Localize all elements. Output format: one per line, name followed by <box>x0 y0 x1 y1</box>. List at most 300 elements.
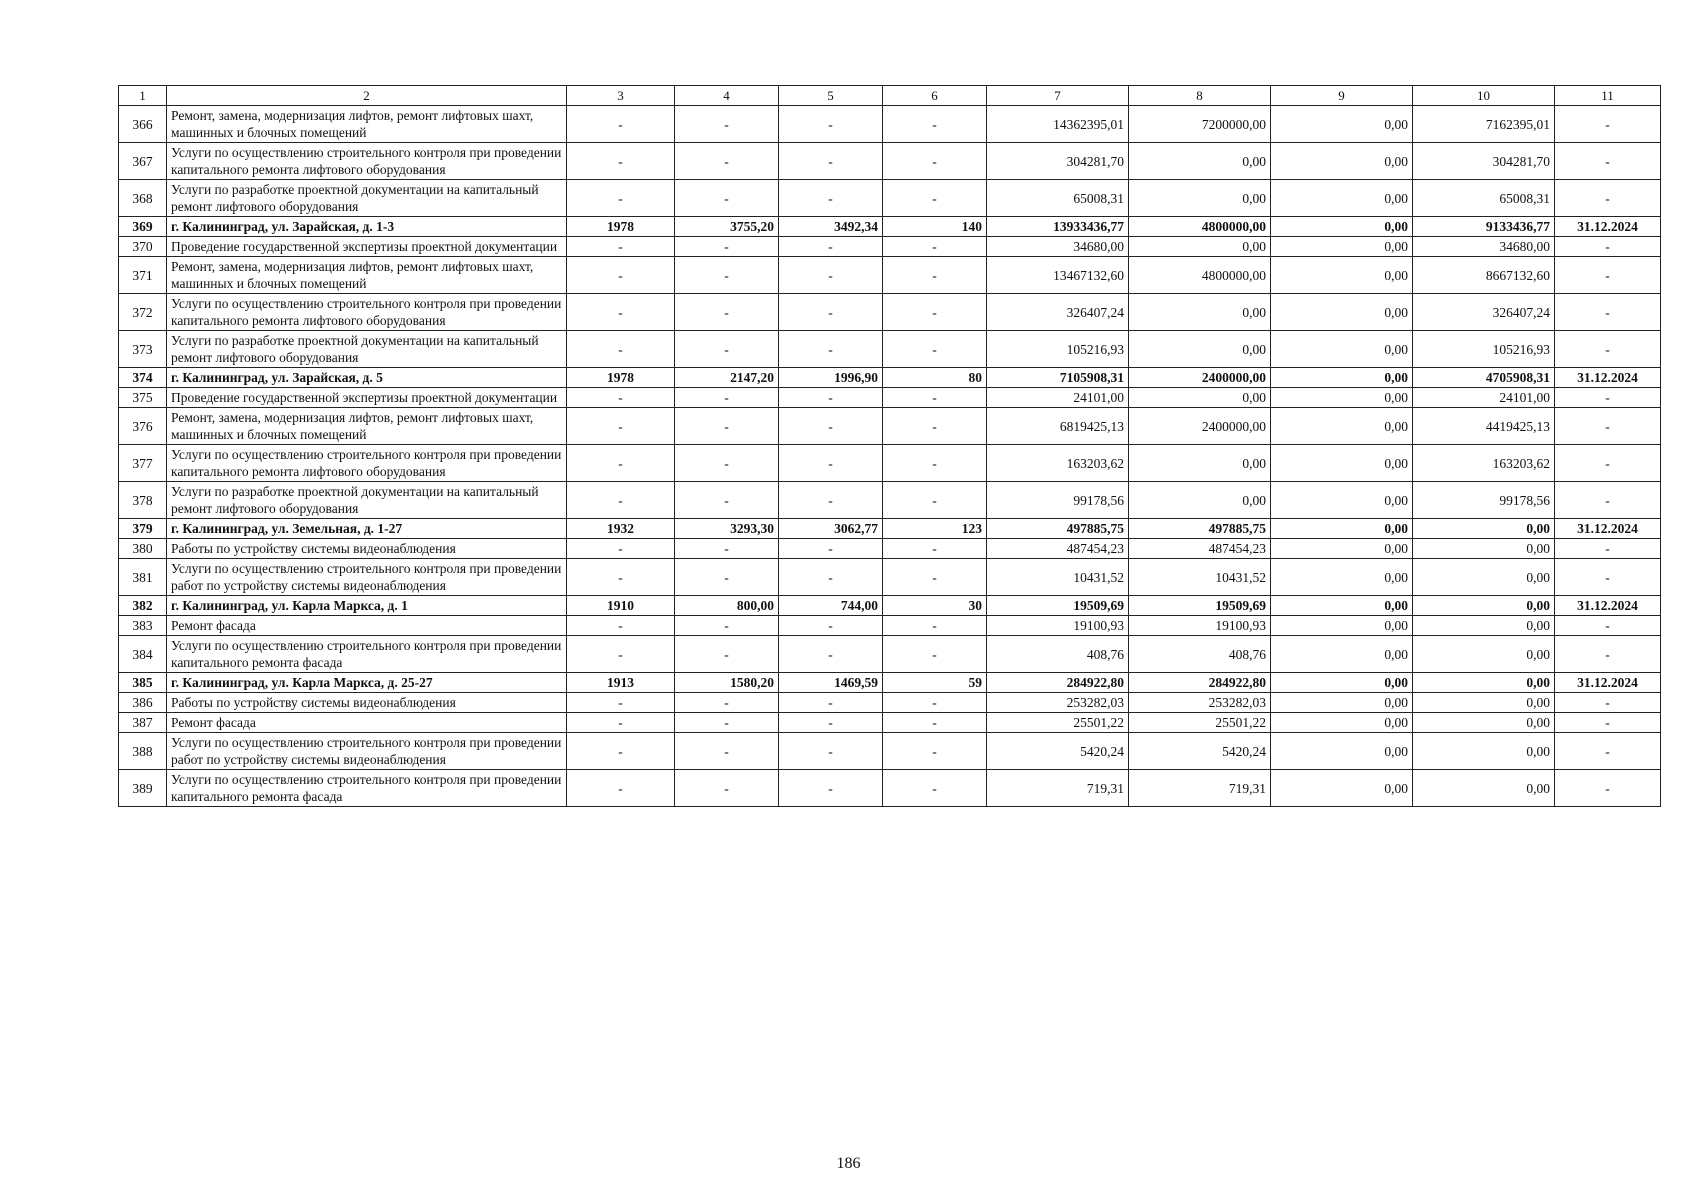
col9-cell: 0,00 <box>1271 237 1413 257</box>
column-number: 6 <box>883 86 987 106</box>
col4-cell: - <box>675 559 779 596</box>
col6-cell: - <box>883 636 987 673</box>
col3-cell: - <box>567 539 675 559</box>
col8-cell: 4800000,00 <box>1129 257 1271 294</box>
col11-cell: - <box>1555 713 1661 733</box>
column-number: 8 <box>1129 86 1271 106</box>
col10-cell: 34680,00 <box>1413 237 1555 257</box>
table-row <box>119 559 1661 596</box>
col9-cell: 0,00 <box>1271 257 1413 294</box>
col8-cell: 25501,22 <box>1129 713 1271 733</box>
table-row <box>119 693 1661 713</box>
col10-cell: 24101,00 <box>1413 388 1555 408</box>
col11-cell: - <box>1555 237 1661 257</box>
col6-cell: - <box>883 180 987 217</box>
col8-cell: 0,00 <box>1129 143 1271 180</box>
table-row <box>119 408 1661 445</box>
row-number-cell: 374 <box>119 368 167 388</box>
col6-cell: - <box>883 559 987 596</box>
col7-cell: 99178,56 <box>987 482 1129 519</box>
col4-cell: - <box>675 388 779 408</box>
work-name-cell: Ремонт, замена, модернизация лифтов, ремонт лифтовых шахт, машинных и блочных помещений <box>167 257 567 294</box>
col8-cell: 0,00 <box>1129 388 1271 408</box>
col8-cell: 487454,23 <box>1129 539 1271 559</box>
col7-cell: 13933436,77 <box>987 217 1129 237</box>
row-number-cell: 388 <box>119 733 167 770</box>
col9-cell: 0,00 <box>1271 770 1413 807</box>
col5-cell: - <box>779 331 883 368</box>
col9-cell: 0,00 <box>1271 636 1413 673</box>
work-name-cell: Услуги по осуществлению строительного контроля при проведении капитального ремонта лифтового оборудования <box>167 445 567 482</box>
work-name-cell: Ремонт фасада <box>167 713 567 733</box>
col6-cell: - <box>883 388 987 408</box>
col3-cell: - <box>567 636 675 673</box>
row-number-cell: 367 <box>119 143 167 180</box>
work-name-cell: Проведение государственной экспертизы проектной документации <box>167 388 567 408</box>
row-number-cell: 379 <box>119 519 167 539</box>
col6-cell: - <box>883 408 987 445</box>
col4-cell: - <box>675 733 779 770</box>
col9-cell: 0,00 <box>1271 388 1413 408</box>
row-number-cell: 385 <box>119 673 167 693</box>
col7-cell: 24101,00 <box>987 388 1129 408</box>
col11-cell: - <box>1555 559 1661 596</box>
work-name-cell: Ремонт, замена, модернизация лифтов, ремонт лифтовых шахт, машинных и блочных помещений <box>167 106 567 143</box>
col7-cell: 487454,23 <box>987 539 1129 559</box>
table-row <box>119 368 1661 388</box>
table-row <box>119 180 1661 217</box>
col5-cell: - <box>779 482 883 519</box>
repair-plan-table <box>118 85 1661 807</box>
col9-cell: 0,00 <box>1271 539 1413 559</box>
col9-cell: 0,00 <box>1271 368 1413 388</box>
col3-cell: - <box>567 693 675 713</box>
col7-cell: 10431,52 <box>987 559 1129 596</box>
col5-cell: - <box>779 636 883 673</box>
col10-cell: 0,00 <box>1413 713 1555 733</box>
row-number-cell: 371 <box>119 257 167 294</box>
col8-cell: 284922,80 <box>1129 673 1271 693</box>
col11-cell: - <box>1555 106 1661 143</box>
col6-cell: - <box>883 445 987 482</box>
col10-cell: 4419425,13 <box>1413 408 1555 445</box>
col11-cell: - <box>1555 539 1661 559</box>
row-number-cell: 373 <box>119 331 167 368</box>
col6-cell: 123 <box>883 519 987 539</box>
table-row <box>119 237 1661 257</box>
row-number-cell: 369 <box>119 217 167 237</box>
col11-cell: - <box>1555 408 1661 445</box>
table-row <box>119 616 1661 636</box>
col4-cell: - <box>675 331 779 368</box>
col6-cell: 59 <box>883 673 987 693</box>
work-name-cell: г. Калининград, ул. Земельная, д. 1-27 <box>167 519 567 539</box>
col10-cell: 0,00 <box>1413 636 1555 673</box>
col4-cell: - <box>675 616 779 636</box>
column-number: 9 <box>1271 86 1413 106</box>
column-number-row <box>119 86 1661 106</box>
col9-cell: 0,00 <box>1271 180 1413 217</box>
column-number: 3 <box>567 86 675 106</box>
col4-cell: 800,00 <box>675 596 779 616</box>
col7-cell: 6819425,13 <box>987 408 1129 445</box>
col9-cell: 0,00 <box>1271 616 1413 636</box>
col6-cell: - <box>883 482 987 519</box>
col5-cell: 3492,34 <box>779 217 883 237</box>
col5-cell: - <box>779 106 883 143</box>
col8-cell: 408,76 <box>1129 636 1271 673</box>
col8-cell: 2400000,00 <box>1129 408 1271 445</box>
col10-cell: 0,00 <box>1413 673 1555 693</box>
row-number-cell: 381 <box>119 559 167 596</box>
work-name-cell: Ремонт, замена, модернизация лифтов, ремонт лифтовых шахт, машинных и блочных помещений <box>167 408 567 445</box>
col11-cell: 31.12.2024 <box>1555 673 1661 693</box>
col3-cell: 1910 <box>567 596 675 616</box>
table-row <box>119 143 1661 180</box>
col4-cell: 2147,20 <box>675 368 779 388</box>
col9-cell: 0,00 <box>1271 143 1413 180</box>
col4-cell: - <box>675 180 779 217</box>
col10-cell: 7162395,01 <box>1413 106 1555 143</box>
page-number: 186 <box>836 1155 861 1172</box>
col5-cell: 3062,77 <box>779 519 883 539</box>
work-name-cell: Услуги по осуществлению строительного контроля при проведении работ по устройству системы видеонаблюдения <box>167 733 567 770</box>
row-number-cell: 382 <box>119 596 167 616</box>
table-row <box>119 388 1661 408</box>
col8-cell: 5420,24 <box>1129 733 1271 770</box>
work-name-cell: Услуги по осуществлению строительного контроля при проведении капитального ремонта фасада <box>167 636 567 673</box>
col7-cell: 25501,22 <box>987 713 1129 733</box>
col11-cell: 31.12.2024 <box>1555 368 1661 388</box>
table-body <box>119 86 1661 807</box>
row-number-cell: 375 <box>119 388 167 408</box>
col11-cell: 31.12.2024 <box>1555 217 1661 237</box>
col8-cell: 719,31 <box>1129 770 1271 807</box>
document-table-container <box>118 85 1660 807</box>
row-number-cell: 380 <box>119 539 167 559</box>
col3-cell: 1978 <box>567 217 675 237</box>
col7-cell: 304281,70 <box>987 143 1129 180</box>
col6-cell: - <box>883 539 987 559</box>
col11-cell: - <box>1555 388 1661 408</box>
col3-cell: 1932 <box>567 519 675 539</box>
col6-cell: 140 <box>883 217 987 237</box>
row-number-cell: 370 <box>119 237 167 257</box>
col3-cell: 1913 <box>567 673 675 693</box>
col10-cell: 99178,56 <box>1413 482 1555 519</box>
work-name-cell: Услуги по разработке проектной документации на капитальный ремонт лифтового оборудования <box>167 482 567 519</box>
table-row <box>119 539 1661 559</box>
col11-cell: - <box>1555 636 1661 673</box>
col6-cell: - <box>883 106 987 143</box>
col6-cell: 30 <box>883 596 987 616</box>
row-number-cell: 378 <box>119 482 167 519</box>
col6-cell: - <box>883 294 987 331</box>
col10-cell: 0,00 <box>1413 733 1555 770</box>
col11-cell: 31.12.2024 <box>1555 596 1661 616</box>
col6-cell: - <box>883 733 987 770</box>
col8-cell: 0,00 <box>1129 180 1271 217</box>
col7-cell: 253282,03 <box>987 693 1129 713</box>
column-number: 1 <box>119 86 167 106</box>
col5-cell: - <box>779 559 883 596</box>
work-name-cell: Услуги по осуществлению строительного контроля при проведении капитального ремонта лифтового оборудования <box>167 143 567 180</box>
row-number-cell: 383 <box>119 616 167 636</box>
col8-cell: 0,00 <box>1129 482 1271 519</box>
col4-cell: - <box>675 713 779 733</box>
col6-cell: - <box>883 693 987 713</box>
col11-cell: 31.12.2024 <box>1555 519 1661 539</box>
col4-cell: - <box>675 294 779 331</box>
col4-cell: 3293,30 <box>675 519 779 539</box>
col7-cell: 408,76 <box>987 636 1129 673</box>
col10-cell: 0,00 <box>1413 616 1555 636</box>
table-row <box>119 445 1661 482</box>
col8-cell: 7200000,00 <box>1129 106 1271 143</box>
work-name-cell: г. Калининград, ул. Карла Маркса, д. 25-27 <box>167 673 567 693</box>
col6-cell: - <box>883 257 987 294</box>
col5-cell: - <box>779 294 883 331</box>
work-name-cell: Услуги по разработке проектной документации на капитальный ремонт лифтового оборудования <box>167 331 567 368</box>
column-number: 4 <box>675 86 779 106</box>
col9-cell: 0,00 <box>1271 294 1413 331</box>
col10-cell: 9133436,77 <box>1413 217 1555 237</box>
col11-cell: - <box>1555 733 1661 770</box>
table-row <box>119 770 1661 807</box>
row-number-cell: 372 <box>119 294 167 331</box>
col5-cell: - <box>779 257 883 294</box>
col5-cell: 744,00 <box>779 596 883 616</box>
work-name-cell: Услуги по разработке проектной документации на капитальный ремонт лифтового оборудования <box>167 180 567 217</box>
col3-cell: - <box>567 733 675 770</box>
col10-cell: 0,00 <box>1413 596 1555 616</box>
table-row <box>119 733 1661 770</box>
table-row <box>119 519 1661 539</box>
work-name-cell: Услуги по осуществлению строительного контроля при проведении капитального ремонта лифтового оборудования <box>167 294 567 331</box>
col10-cell: 0,00 <box>1413 519 1555 539</box>
col11-cell: - <box>1555 143 1661 180</box>
work-name-cell: Ремонт фасада <box>167 616 567 636</box>
col10-cell: 105216,93 <box>1413 331 1555 368</box>
col9-cell: 0,00 <box>1271 713 1413 733</box>
col11-cell: - <box>1555 331 1661 368</box>
col4-cell: - <box>675 237 779 257</box>
col9-cell: 0,00 <box>1271 673 1413 693</box>
col9-cell: 0,00 <box>1271 217 1413 237</box>
col9-cell: 0,00 <box>1271 408 1413 445</box>
col3-cell: - <box>567 388 675 408</box>
col4-cell: - <box>675 636 779 673</box>
col4-cell: 1580,20 <box>675 673 779 693</box>
col9-cell: 0,00 <box>1271 596 1413 616</box>
col7-cell: 19100,93 <box>987 616 1129 636</box>
work-name-cell: Работы по устройству системы видеонаблюдения <box>167 539 567 559</box>
col10-cell: 0,00 <box>1413 559 1555 596</box>
col8-cell: 253282,03 <box>1129 693 1271 713</box>
row-number-cell: 384 <box>119 636 167 673</box>
col5-cell: - <box>779 143 883 180</box>
col7-cell: 34680,00 <box>987 237 1129 257</box>
col3-cell: - <box>567 106 675 143</box>
table-row <box>119 217 1661 237</box>
col5-cell: 1996,90 <box>779 368 883 388</box>
col6-cell: - <box>883 237 987 257</box>
col3-cell: - <box>567 559 675 596</box>
column-number: 5 <box>779 86 883 106</box>
col5-cell: - <box>779 445 883 482</box>
col8-cell: 19100,93 <box>1129 616 1271 636</box>
col7-cell: 497885,75 <box>987 519 1129 539</box>
col9-cell: 0,00 <box>1271 482 1413 519</box>
work-name-cell: г. Калининград, ул. Карла Маркса, д. 1 <box>167 596 567 616</box>
col8-cell: 497885,75 <box>1129 519 1271 539</box>
col7-cell: 19509,69 <box>987 596 1129 616</box>
column-number: 7 <box>987 86 1129 106</box>
col5-cell: - <box>779 733 883 770</box>
col11-cell: - <box>1555 294 1661 331</box>
col10-cell: 8667132,60 <box>1413 257 1555 294</box>
col5-cell: - <box>779 388 883 408</box>
col7-cell: 65008,31 <box>987 180 1129 217</box>
col5-cell: 1469,59 <box>779 673 883 693</box>
col4-cell: - <box>675 693 779 713</box>
col5-cell: - <box>779 408 883 445</box>
work-name-cell: г. Калининград, ул. Зарайская, д. 1-3 <box>167 217 567 237</box>
col11-cell: - <box>1555 445 1661 482</box>
col3-cell: - <box>567 713 675 733</box>
table-row <box>119 294 1661 331</box>
col3-cell: - <box>567 294 675 331</box>
col8-cell: 4800000,00 <box>1129 217 1271 237</box>
col4-cell: - <box>675 143 779 180</box>
col6-cell: - <box>883 331 987 368</box>
table-row <box>119 636 1661 673</box>
col5-cell: - <box>779 693 883 713</box>
col10-cell: 326407,24 <box>1413 294 1555 331</box>
col5-cell: - <box>779 713 883 733</box>
col11-cell: - <box>1555 616 1661 636</box>
table-row <box>119 106 1661 143</box>
col3-cell: - <box>567 257 675 294</box>
table-row <box>119 257 1661 294</box>
col11-cell: - <box>1555 482 1661 519</box>
col7-cell: 13467132,60 <box>987 257 1129 294</box>
col8-cell: 0,00 <box>1129 237 1271 257</box>
col10-cell: 65008,31 <box>1413 180 1555 217</box>
col4-cell: - <box>675 770 779 807</box>
col3-cell: - <box>567 237 675 257</box>
col4-cell: 3755,20 <box>675 217 779 237</box>
col8-cell: 0,00 <box>1129 331 1271 368</box>
row-number-cell: 366 <box>119 106 167 143</box>
col6-cell: - <box>883 616 987 636</box>
col9-cell: 0,00 <box>1271 733 1413 770</box>
col8-cell: 2400000,00 <box>1129 368 1271 388</box>
col3-cell: - <box>567 331 675 368</box>
col3-cell: - <box>567 770 675 807</box>
col8-cell: 0,00 <box>1129 445 1271 482</box>
col3-cell: - <box>567 143 675 180</box>
col4-cell: - <box>675 539 779 559</box>
col6-cell: 80 <box>883 368 987 388</box>
work-name-cell: г. Калининград, ул. Зарайская, д. 5 <box>167 368 567 388</box>
col5-cell: - <box>779 539 883 559</box>
col4-cell: - <box>675 482 779 519</box>
col8-cell: 0,00 <box>1129 294 1271 331</box>
table-row <box>119 596 1661 616</box>
col9-cell: 0,00 <box>1271 106 1413 143</box>
col3-cell: 1978 <box>567 368 675 388</box>
col3-cell: - <box>567 616 675 636</box>
col10-cell: 0,00 <box>1413 539 1555 559</box>
col10-cell: 304281,70 <box>1413 143 1555 180</box>
col9-cell: 0,00 <box>1271 331 1413 368</box>
col7-cell: 14362395,01 <box>987 106 1129 143</box>
work-name-cell: Услуги по осуществлению строительного контроля при проведении работ по устройству системы видеонаблюдения <box>167 559 567 596</box>
table-row <box>119 482 1661 519</box>
col8-cell: 10431,52 <box>1129 559 1271 596</box>
table-row <box>119 713 1661 733</box>
col8-cell: 19509,69 <box>1129 596 1271 616</box>
col11-cell: - <box>1555 257 1661 294</box>
column-number: 2 <box>167 86 567 106</box>
col6-cell: - <box>883 143 987 180</box>
col7-cell: 105216,93 <box>987 331 1129 368</box>
row-number-cell: 387 <box>119 713 167 733</box>
col9-cell: 0,00 <box>1271 519 1413 539</box>
table-row <box>119 673 1661 693</box>
col10-cell: 0,00 <box>1413 770 1555 807</box>
row-number-cell: 377 <box>119 445 167 482</box>
col6-cell: - <box>883 713 987 733</box>
col4-cell: - <box>675 445 779 482</box>
col6-cell: - <box>883 770 987 807</box>
col4-cell: - <box>675 408 779 445</box>
work-name-cell: Работы по устройству системы видеонаблюдения <box>167 693 567 713</box>
col9-cell: 0,00 <box>1271 445 1413 482</box>
col7-cell: 326407,24 <box>987 294 1129 331</box>
col10-cell: 0,00 <box>1413 693 1555 713</box>
col5-cell: - <box>779 770 883 807</box>
row-number-cell: 376 <box>119 408 167 445</box>
col9-cell: 0,00 <box>1271 559 1413 596</box>
column-number: 11 <box>1555 86 1661 106</box>
work-name-cell: Проведение государственной экспертизы проектной документации <box>167 237 567 257</box>
col5-cell: - <box>779 180 883 217</box>
row-number-cell: 389 <box>119 770 167 807</box>
col10-cell: 163203,62 <box>1413 445 1555 482</box>
col11-cell: - <box>1555 180 1661 217</box>
col3-cell: - <box>567 180 675 217</box>
row-number-cell: 368 <box>119 180 167 217</box>
col4-cell: - <box>675 257 779 294</box>
column-number: 10 <box>1413 86 1555 106</box>
col7-cell: 284922,80 <box>987 673 1129 693</box>
col3-cell: - <box>567 408 675 445</box>
table-row <box>119 331 1661 368</box>
col9-cell: 0,00 <box>1271 693 1413 713</box>
col5-cell: - <box>779 237 883 257</box>
col7-cell: 719,31 <box>987 770 1129 807</box>
col11-cell: - <box>1555 693 1661 713</box>
work-name-cell: Услуги по осуществлению строительного контроля при проведении капитального ремонта фасада <box>167 770 567 807</box>
col3-cell: - <box>567 445 675 482</box>
col5-cell: - <box>779 616 883 636</box>
col11-cell: - <box>1555 770 1661 807</box>
col7-cell: 7105908,31 <box>987 368 1129 388</box>
col4-cell: - <box>675 106 779 143</box>
row-number-cell: 386 <box>119 693 167 713</box>
